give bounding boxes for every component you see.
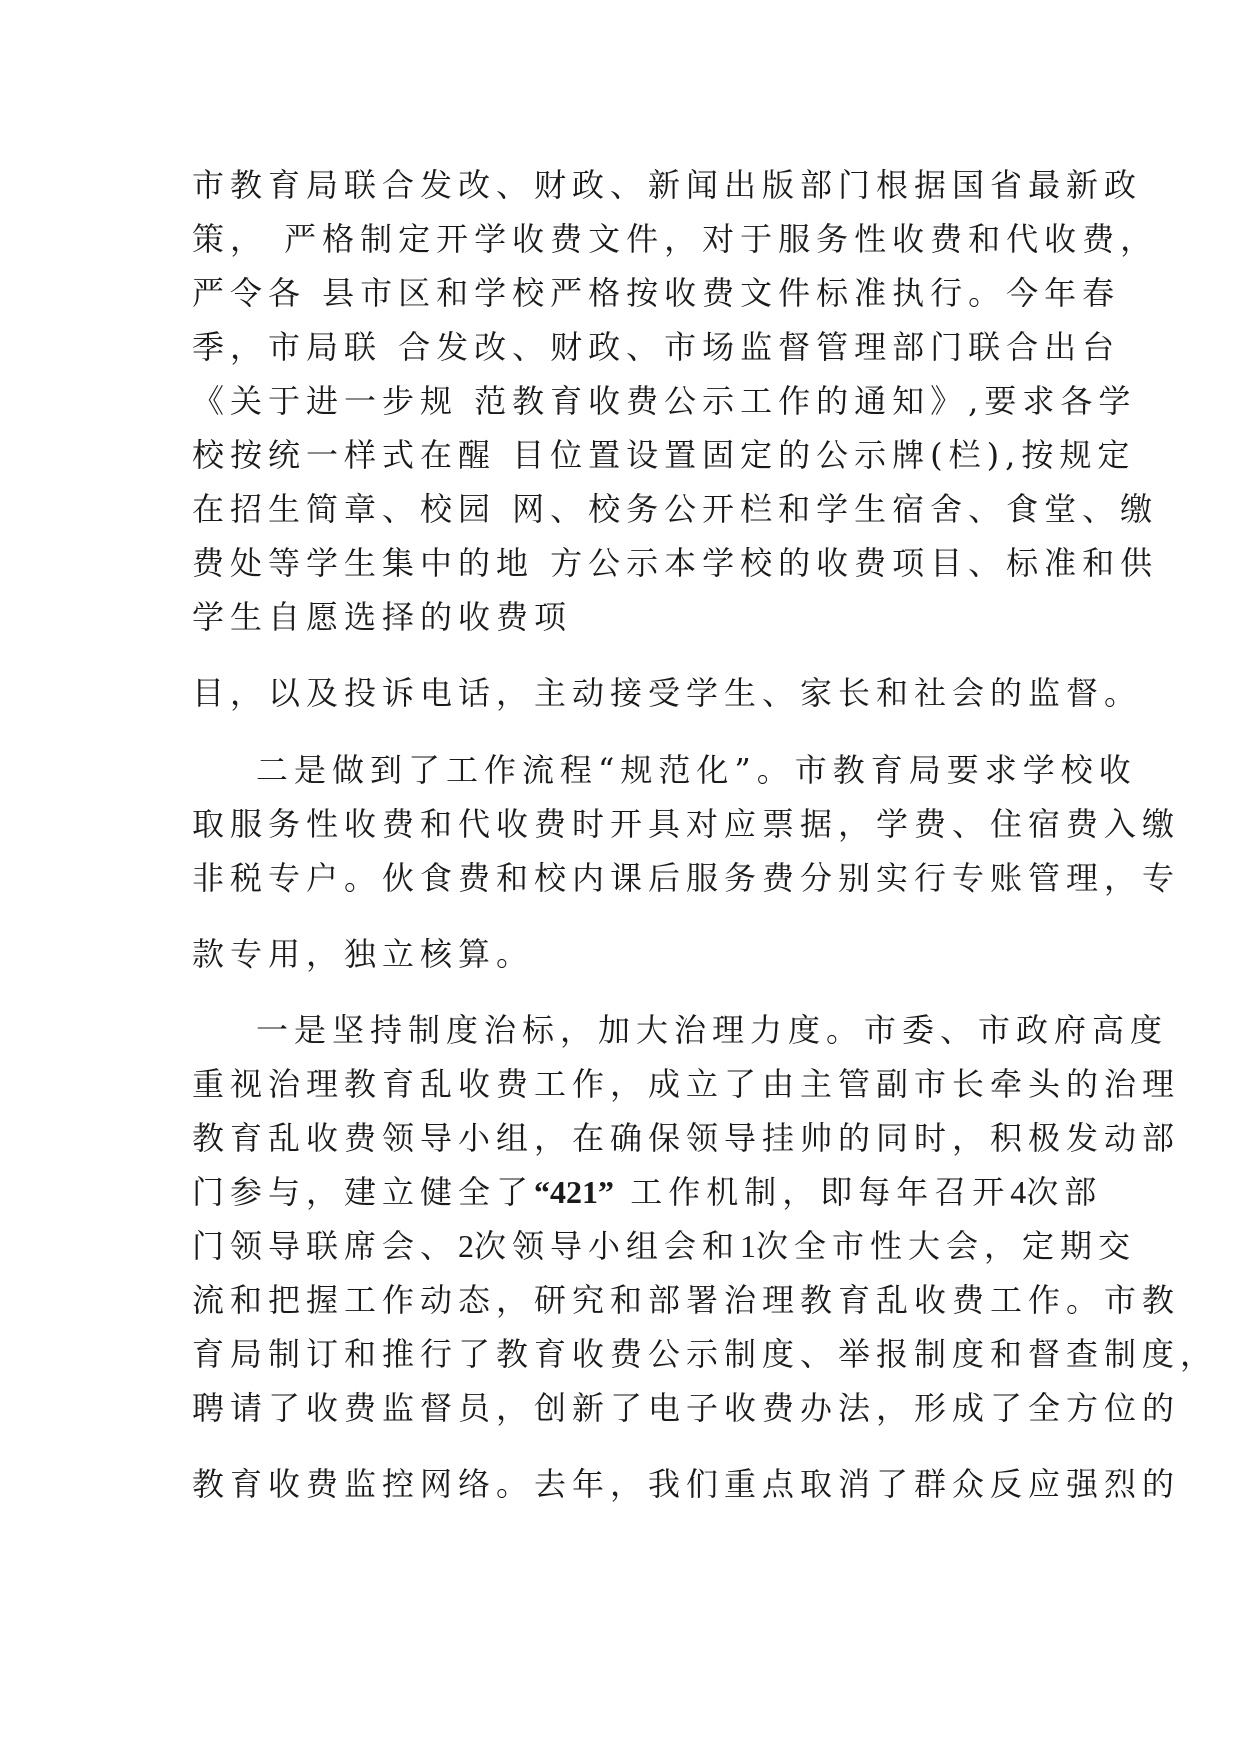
number: 2 <box>458 1228 475 1264</box>
paragraph-line: 二是做到了工作流程“规范化”。市教育局要求学校收 <box>256 751 1137 789</box>
paragraph-line: 教育乱收费领导小组，在确保领导挂帅的同时，积极发动部 <box>192 1119 1181 1157</box>
paragraph-line: 费处等学生集中的地 方公示本学校的收费项目、标准和供 <box>192 544 1159 582</box>
paragraph-line: 学生自愿选择的收费项 <box>192 598 573 636</box>
paragraph-line: 流和把握工作动态，研究和部署治理教育乱收费工作。市教 <box>192 1281 1181 1319</box>
paragraph-line: 款专用，独立核算。 <box>192 935 535 973</box>
text-segment: 门领导联席会、 <box>192 1227 459 1265</box>
text-segment: 门参与，建立健全了 <box>192 1173 535 1211</box>
paragraph-line: 市教育局联合发改、财政、新闻出版部门根据国省最新政 <box>192 166 1143 204</box>
paragraph-line: 严令各 县市区和学校严格按收费文件标准执行。今年春 <box>192 274 1121 312</box>
paragraph-line: 校按统一样式在醒 目位置设置固定的公示牌(栏),按规定 <box>192 436 1136 474</box>
paragraph-line: 目，以及投诉电话，主动接受学生、家长和社会的监督。 <box>192 674 1143 712</box>
paragraph-line: 教育收费监控网络。去年，我们重点取消了群众反应强烈的 <box>192 1465 1181 1503</box>
paragraph-line: 季，市局联 合发改、财政、市场监督管理部门联合出台 <box>192 328 1121 366</box>
paragraph-line: 重视治理教育乱收费工作，成立了由主管副市长牵头的治理 <box>192 1065 1181 1103</box>
text-segment: 工作机制，即每年召开 <box>614 1173 1011 1211</box>
paragraph-line: 策， 严格制定开学收费文件，对于服务性收费和代收费， <box>192 220 1159 258</box>
text-segment: 次部 <box>1026 1173 1103 1211</box>
paragraph-line: 育局制订和推行了教育收费公示制度、举报制度和督查制度， <box>192 1335 1219 1373</box>
number: 1 <box>740 1228 757 1264</box>
mechanism-code: “421” <box>534 1174 615 1210</box>
paragraph-line: 非税专户。伙食费和校内课后服务费分别实行专账管理，专 <box>192 859 1181 897</box>
paragraph-line: 在招生简章、校园 网、校务公开栏和学生宿舍、食堂、缴 <box>192 490 1159 528</box>
paragraph-line: 《关于进一步规 范教育收费公示工作的通知》,要求各学 <box>192 382 1137 420</box>
text-segment: 次领导小组会和 <box>474 1227 741 1265</box>
paragraph-line <box>192 1226 1137 1266</box>
paragraph-line: 聘请了收费监督员，创新了电子收费办法，形成了全方位的 <box>192 1389 1181 1427</box>
number: 4 <box>1010 1174 1027 1210</box>
paragraph-line: 取服务性收费和代收费时开具对应票据，学费、住宿费入缴 <box>192 805 1181 843</box>
paragraph-line: 一是坚持制度治标，加大治理力度。市委、市政府高度 <box>256 1011 1169 1049</box>
text-segment: 次全市性大会，定期交 <box>756 1227 1137 1265</box>
paragraph-line <box>192 1172 1103 1212</box>
